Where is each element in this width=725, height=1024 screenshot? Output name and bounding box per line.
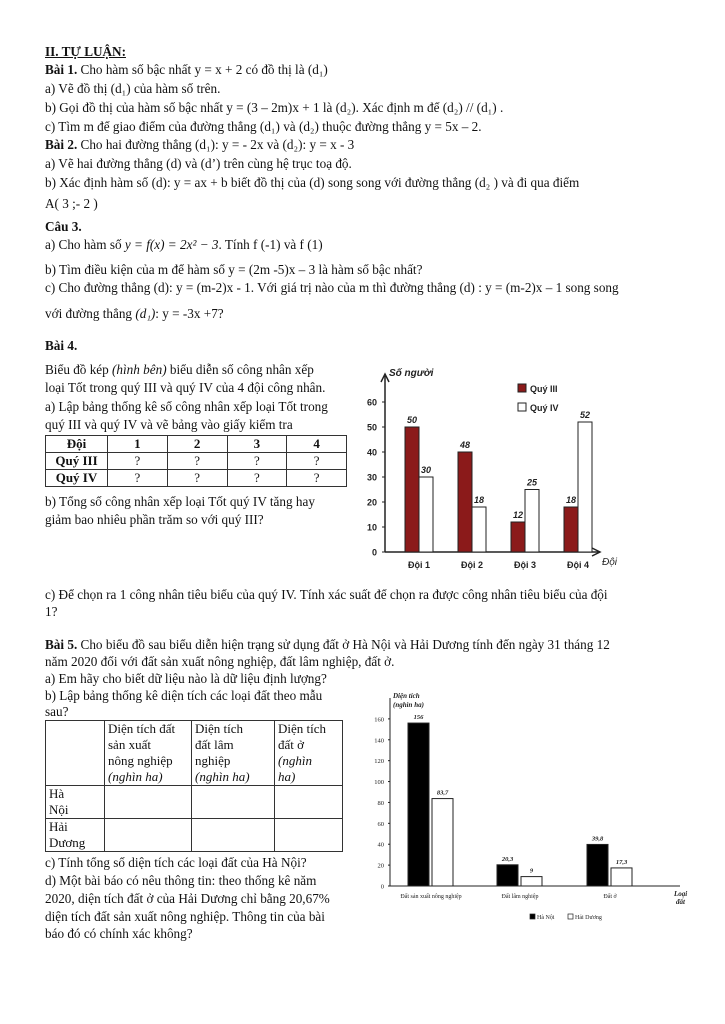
bai1-c: c) Tìm m để giao điểm của đường thẳng (d₁) và (d₂) thuộc đường thẳng y = 5x – 2. bbox=[45, 119, 482, 134]
bai2-b: b) Xác định hàm số (d): y = ax + b biết đồ thị của (d) song song với đường thẳng (d₂ ) và đi qua điểm bbox=[45, 175, 580, 190]
data-label: 17,3 bbox=[615, 858, 628, 866]
cau3-c: c) Cho đường thẳng (d): y = (m-2)x - 1. Với giá trị nào của m thì đường thẳng (d) : y = (m-2)x – 1 song song bbox=[45, 280, 619, 295]
y-axis-unit: (nghìn ha) bbox=[393, 701, 424, 709]
data-label: 50 bbox=[406, 415, 418, 425]
y-tick-label: 20 bbox=[377, 862, 384, 870]
x-tick-label: Đất lâm nghiệp bbox=[501, 894, 539, 900]
legend-label: Quý IV bbox=[530, 403, 559, 413]
table-row: Hải Dương bbox=[46, 819, 343, 852]
y-axis-label: Diện tích bbox=[393, 692, 420, 700]
y-tick-label: 60 bbox=[377, 820, 384, 828]
data-label: 18 bbox=[565, 495, 577, 505]
x-tick-label: Đất sản xuất nông nghiệp bbox=[400, 894, 462, 900]
cau3-formula: y = f(x) = 2x² − 3 bbox=[124, 237, 219, 252]
bai5-label: Bài 5. bbox=[45, 637, 78, 652]
bai1-label: Bài 1. bbox=[45, 62, 78, 77]
bar-hai-duong bbox=[521, 877, 542, 886]
table-row: Quý IV ? ? ? ? bbox=[46, 470, 347, 487]
bar-quy-iv bbox=[578, 422, 592, 552]
bai5-d2: 2020, diện tích đất ở của Hải Dương chỉ bằng 20,67% bbox=[45, 891, 330, 906]
bar-ha-noi bbox=[408, 723, 429, 886]
y-tick-label: 60 bbox=[366, 397, 377, 408]
bai5-d3: diện tích đất sản xuất nông nghiệp. Thông tin của bài bbox=[45, 909, 325, 924]
bai4-p1: Biểu đồ kép (hình bên) biểu diễn số công nhân xếp bbox=[45, 362, 314, 377]
y-tick-label: 160 bbox=[374, 716, 384, 724]
x-axis-label: Loại bbox=[674, 890, 688, 898]
bar-quy-iii bbox=[405, 427, 419, 552]
y-tick-label: 120 bbox=[374, 758, 384, 766]
y-tick-label: 30 bbox=[366, 472, 377, 483]
legend-swatch bbox=[568, 914, 573, 919]
bai4-label: Bài 4. bbox=[45, 338, 78, 353]
bai5-b1: b) Lập bảng thống kê diện tích các loại đất theo mẫu bbox=[45, 688, 323, 703]
bai2-label: Bài 2. bbox=[45, 137, 78, 152]
cau3-label: Câu 3. bbox=[45, 219, 82, 234]
section-title: II. TỰ LUẬN: bbox=[45, 44, 126, 59]
bar-quy-iv bbox=[472, 507, 486, 552]
chart-workers bbox=[355, 362, 625, 577]
bai1-a: a) Vẽ đồ thị (d₁) của hàm số trên. bbox=[45, 81, 221, 96]
table-row: Quý III ? ? ? ? bbox=[46, 453, 347, 470]
bar-quy-iii bbox=[564, 507, 578, 552]
legend-swatch bbox=[530, 914, 535, 919]
y-tick-label: 20 bbox=[366, 497, 377, 508]
y-tick-label: 10 bbox=[366, 522, 377, 533]
bai4-c2: 1? bbox=[45, 604, 58, 619]
bai5-b2: sau? bbox=[45, 704, 69, 719]
bai4-p4: quý III và quý IV và vẽ bảng vào giấy kiểm tra bbox=[45, 417, 293, 432]
table-row: Đội 1 2 3 4 bbox=[46, 436, 347, 453]
bar-ha-noi bbox=[497, 865, 518, 886]
data-label: 30 bbox=[420, 465, 432, 475]
bai5-a: a) Em hãy cho biết dữ liệu nào là dữ liệu định lượng? bbox=[45, 671, 327, 686]
bai5-c: c) Tính tổng số diện tích các loại đất của Hà Nội? bbox=[45, 855, 307, 870]
bai5-d4: báo đó có chính xác không? bbox=[45, 926, 193, 941]
data-label: 39,8 bbox=[591, 835, 604, 843]
bai4-pb2: giảm bao nhiêu phần trăm so với quý III? bbox=[45, 512, 264, 527]
data-label: 18 bbox=[473, 495, 485, 505]
data-label: 9 bbox=[529, 867, 534, 875]
data-label: 83,7 bbox=[436, 789, 449, 797]
y-tick-label: 40 bbox=[377, 841, 384, 849]
bai1-b: b) Gọi đồ thị của hàm số bậc nhất y = (3 – 2m)x + 1 là (d₂). Xác định m để (d₂) // (d₁) . bbox=[45, 100, 504, 115]
bar-hai-duong bbox=[432, 799, 453, 886]
y-tick-label: 0 bbox=[371, 547, 377, 558]
bai4-p3: a) Lập bảng thống kê số công nhân xếp loại Tốt trong bbox=[45, 399, 328, 414]
legend-swatch bbox=[518, 403, 526, 411]
data-label: 48 bbox=[459, 440, 471, 450]
data-label: 52 bbox=[579, 410, 591, 420]
bar-quy-iii bbox=[458, 452, 472, 552]
y-tick-label: 140 bbox=[374, 737, 384, 745]
bar-hai-duong bbox=[611, 868, 632, 886]
bar-quy-iii bbox=[511, 522, 525, 552]
data-label: 12 bbox=[512, 510, 524, 520]
legend-label: Quý III bbox=[530, 384, 558, 394]
bai4-p2: loại Tốt trong quý III và quý IV của 4 đội công nhân. bbox=[45, 380, 326, 395]
table-row: Diện tích đất sản xuất nông nghiệp (nghìn ha) Diện tích đất lâm nghiệp (nghìn ha) Diện tích đất ở (nghìn ha) bbox=[46, 721, 343, 786]
y-tick-label: 100 bbox=[374, 779, 384, 787]
legend-label: Hải Dương bbox=[575, 915, 602, 921]
y-tick-label: 80 bbox=[377, 799, 384, 807]
cau3-b: b) Tìm điều kiện của m để hàm số y = (2m -5)x – 3 là hàm số bậc nhất? bbox=[45, 262, 423, 277]
bai2-b2: A( 3 ;- 2 ) bbox=[45, 196, 98, 211]
bar-ha-noi bbox=[587, 844, 608, 886]
data-label: 25 bbox=[526, 477, 538, 488]
bai2-intro: Bài 2. Cho hai đường thẳng (d₁): y = - 2x và (d₂): y = x - 3 bbox=[45, 137, 355, 152]
chart-land-use bbox=[362, 690, 692, 930]
y-tick-label: 0 bbox=[380, 883, 384, 891]
bar-quy-iv bbox=[419, 477, 433, 552]
bai2-a: a) Vẽ hai đường thẳng (d) và (d’) trên cùng hệ trục toạ độ. bbox=[45, 156, 352, 171]
bai5-table bbox=[45, 720, 343, 852]
bai4-pb1: b) Tổng số công nhân xếp loại Tốt quý IV tăng hay bbox=[45, 494, 315, 509]
bai1-intro: Bài 1. Cho hàm số bậc nhất y = x + 2 có đồ thị là (d₁) bbox=[45, 62, 328, 77]
y-axis-label: Số người bbox=[389, 368, 434, 379]
x-tick-label: Đội 4 bbox=[566, 560, 590, 570]
cau3-c2: với đường thẳng (d₁): y = -3x +7? bbox=[45, 306, 224, 321]
x-tick-label: Đội 1 bbox=[407, 560, 431, 570]
bai5-p1: Bài 5. Cho biểu đồ sau biểu diễn hiện trạng sử dụng đất ở Hà Nội và Hải Dương tính đến ngày 31 tháng 12 bbox=[45, 637, 610, 652]
bai5-d1: d) Một bài báo có nêu thông tin: theo thống kê năm bbox=[45, 873, 317, 888]
x-tick-label: Đất ở bbox=[603, 894, 617, 900]
table-row: Hà Nội bbox=[46, 786, 343, 819]
cau3-a: a) Cho hàm số y = f(x) = 2x² − 3. Tính f (-1) và f (1) bbox=[45, 237, 323, 252]
legend-swatch bbox=[518, 384, 526, 392]
bai4-table bbox=[45, 435, 347, 487]
data-label: 156 bbox=[413, 714, 424, 722]
bar-quy-iv bbox=[525, 490, 539, 553]
y-tick-label: 40 bbox=[366, 447, 377, 458]
bai5-p2: năm 2020 đối với đất sản xuất nông nghiệp, đất lâm nghiệp, đất ở. bbox=[45, 654, 395, 669]
bai4-c1: c) Để chọn ra 1 công nhân tiêu biểu của quý IV. Tính xác suất để chọn ra được công nhân tiêu biểu của đội bbox=[45, 587, 608, 602]
data-label: 20,3 bbox=[501, 855, 514, 863]
x-tick-label: Đội 2 bbox=[460, 560, 484, 570]
legend-label: Hà Nội bbox=[537, 915, 555, 921]
y-tick-label: 50 bbox=[366, 422, 377, 433]
x-axis-label-2: đất bbox=[676, 898, 685, 906]
x-axis-label: Đội bbox=[602, 557, 618, 568]
x-tick-label: Đội 3 bbox=[513, 560, 537, 570]
